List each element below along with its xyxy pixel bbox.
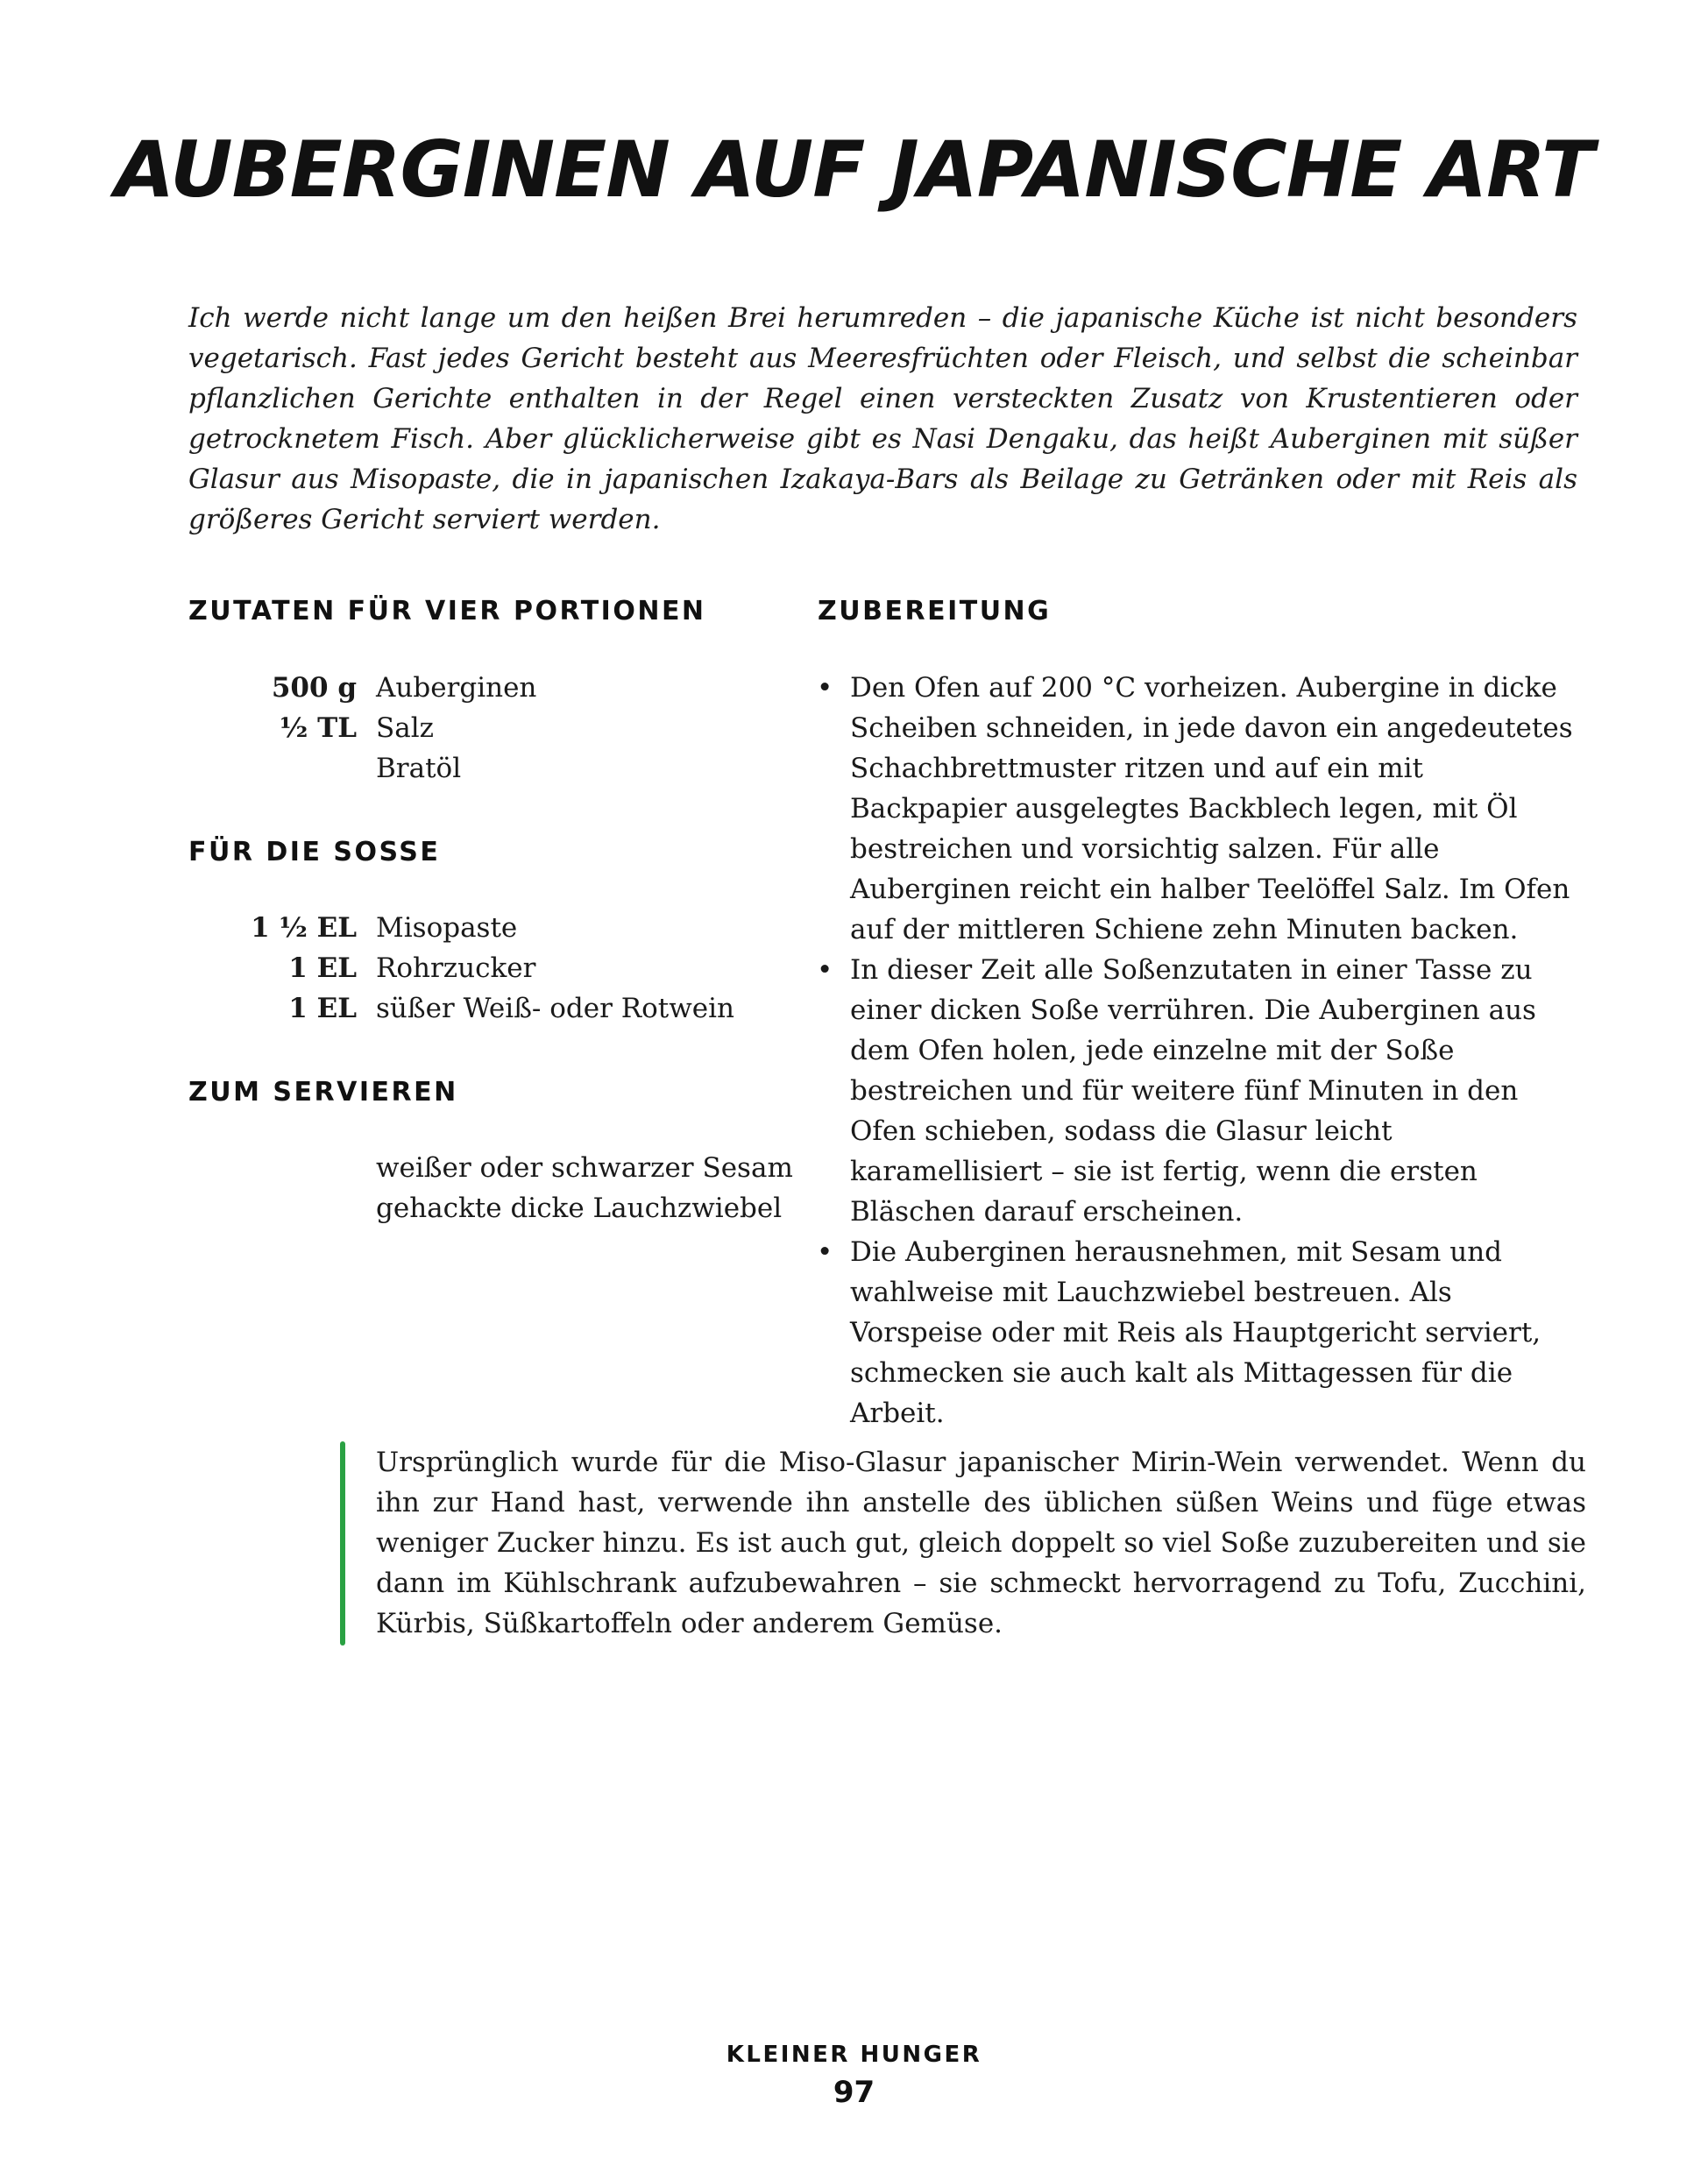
ingredient-amount: 1 EL	[288, 993, 357, 1024]
ingredient-row	[188, 748, 802, 789]
intro-paragraph: Ich werde nicht lange um den heißen Brei herumreden – die japanische Küche ist nicht besonders vegetarisch. Fast jedes Gericht besteht aus Meeresfrüchten oder Fleisch, und selbst die scheinbar pflanzlichen Gerichte enthalten in der Regel einen versteckten Zusatz von Krustentieren oder getrocknetem Fisch. Aber glücklicherweise gibt es Nasi Dengaku, das heißt Auberginen mit süßer Glasur aus Misopaste, die in japanischen Izakaya-Bars als Beilage zu Getränken oder mit Reis als größeres Gericht serviert werden.	[188, 302, 1577, 535]
preparation-step: • In dieser Zeit alle Soßenzutaten in einer Tasse zu einer dicken Soße verrühren. Die Auberginen aus dem Ofen holen, jede einzelne mit der Soße bestreichen und für weitere fünf Minuten in den Ofen schieben, sodass die Glasur leicht karamellisiert – sie ist fertig, wenn die ersten Bläschen darauf erscheinen.	[815, 950, 1586, 1232]
ingredients-list	[188, 668, 802, 789]
ingredient-name: süßer Weiß- oder Rotwein	[376, 993, 734, 1024]
serving-list	[376, 1148, 832, 1228]
ingredient-amount: 500 g	[271, 672, 357, 704]
ingredient-amount: 1 ½ EL	[251, 912, 357, 944]
sauce-heading: FÜR DIE SOSSE	[188, 837, 441, 867]
footer-section-label: KLEINER HUNGER	[726, 2042, 982, 2068]
serving-heading: ZUM SERVIEREN	[188, 1077, 458, 1108]
recipe-title: AUBERGINEN AUF JAPANISCHE ART	[115, 124, 1593, 215]
ingredient-amount: 1 EL	[288, 952, 357, 984]
ingredient-name: Salz	[376, 712, 434, 744]
ingredients-heading: ZUTATEN FÜR VIER PORTIONEN	[188, 596, 706, 626]
tip-text: Ursprünglich wurde für die Miso-Glasur japanischer Mirin-Wein verwendet. Wenn du ihn zur Hand hast, verwende ihn anstelle des üblichen süßen Weins und füge etwas weniger Zucker hinzu. Es ist auch gut, gleich doppelt so viel Soße zuzubereiten und sie dann im Kühlschrank aufzubewahren – sie schmeckt hervorragend zu Tofu, Zucchini, Kürbis, Süßkartoffeln oder anderem Gemüse.	[376, 1447, 1586, 1639]
preparation-step: • Den Ofen auf 200 °C vorheizen. Aubergine in dicke Scheiben schneiden, in jede davon ein angedeutetes Schachbrettmuster ritzen und auf ein mit Backpapier ausgelegtes Backblech legen, mit Öl bestreichen und vorsichtig salzen. Für alle Auberginen reicht ein halber Teelöffel Salz. Im Ofen auf der mittleren Schiene zehn Minuten backen.	[815, 668, 1586, 950]
ingredient-row	[188, 708, 802, 748]
serving-item: gehackte dicke Lauchzwiebel	[376, 1193, 783, 1224]
ingredient-name: Bratöl	[376, 753, 462, 784]
ingredient-name: Misopaste	[376, 912, 518, 944]
serving-item: weißer oder schwarzer Sesam	[376, 1152, 793, 1184]
ingredient-name: Rohrzucker	[376, 952, 536, 984]
ingredient-amount: ½ TL	[280, 712, 357, 744]
sauce-list	[188, 908, 802, 1029]
ingredient-row	[188, 908, 802, 948]
preparation-heading: ZUBEREITUNG	[818, 596, 1052, 626]
ingredient-row	[188, 988, 802, 1029]
preparation-step: • Die Auberginen herausnehmen, mit Sesam und wahlweise mit Lauchzwiebel bestreuen. Als Vorspeise oder mit Reis als Hauptgericht serviert, schmecken sie auch kalt als Mittagessen für die Arbeit.	[815, 1232, 1586, 1433]
ingredient-amount	[188, 748, 357, 789]
ingredient-row	[188, 668, 802, 708]
tip-accent-bar	[340, 1441, 345, 1646]
ingredient-name: Auberginen	[376, 672, 537, 704]
ingredient-row	[188, 948, 802, 988]
preparation-steps	[815, 668, 1586, 1433]
page-number: 97	[833, 2075, 875, 2110]
